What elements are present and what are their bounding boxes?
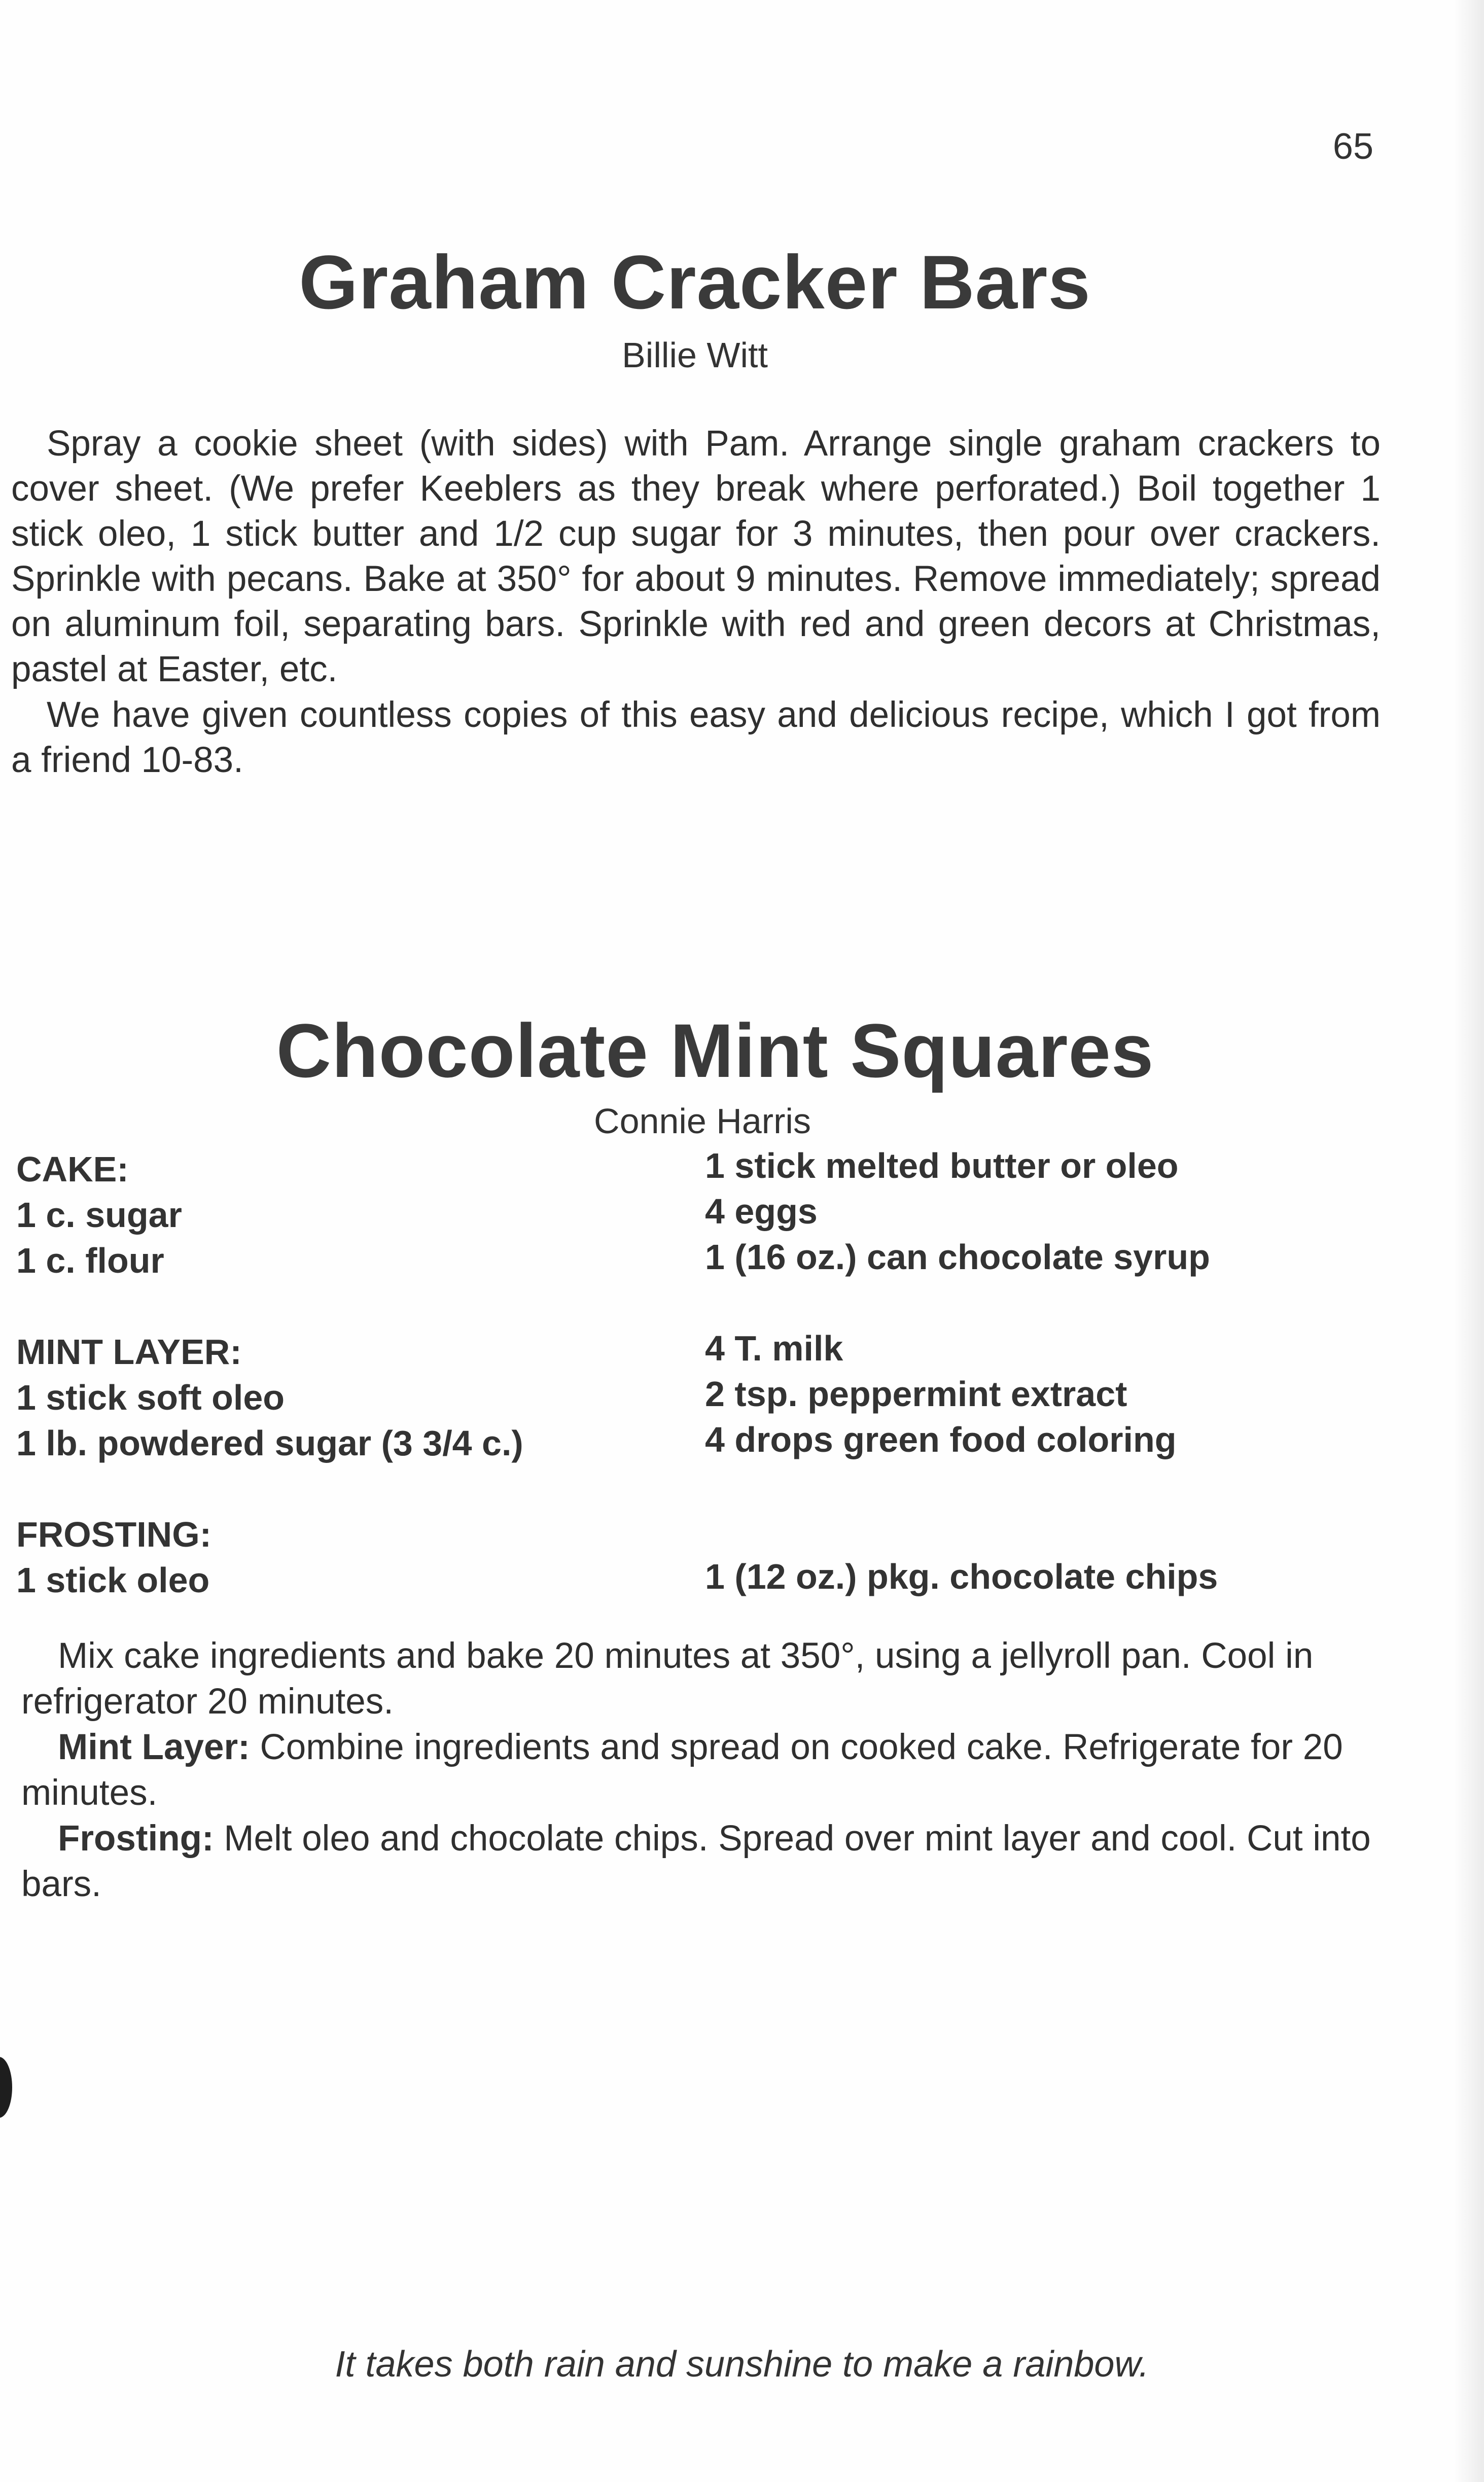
- step-label: Mint Layer:: [58, 1727, 250, 1767]
- ingredient-item: 1 c. flour: [16, 1241, 164, 1280]
- recipe-title-graham-cracker-bars: Graham Cracker Bars: [299, 239, 1091, 325]
- ingredient-item: 1 c. sugar: [16, 1195, 182, 1235]
- ingredient-heading-frosting: FROSTING:: [16, 1515, 211, 1554]
- ingredient-item: 1 stick soft oleo: [16, 1378, 285, 1417]
- ingredient-item: 2 tsp. peppermint extract: [705, 1374, 1127, 1414]
- page-number: 65: [1332, 126, 1373, 167]
- recipe2-step-frosting: [21, 1816, 1391, 1907]
- step-label: Frosting:: [58, 1819, 214, 1859]
- ingredient-item: 4 drops green food coloring: [705, 1420, 1177, 1459]
- footer-quote: It takes both rain and sunshine to make a rainbow.: [335, 2344, 1149, 2385]
- recipe-title-chocolate-mint-squares: Chocolate Mint Squares: [276, 1008, 1154, 1093]
- recipe2-step-cake: [21, 1633, 1391, 1725]
- ingredient-item: 1 (12 oz.) pkg. chocolate chips: [705, 1557, 1218, 1596]
- recipe2-step-mint-layer: [21, 1725, 1391, 1816]
- ingredient-item: 1 stick melted butter or oleo: [705, 1146, 1179, 1185]
- ingredient-item: 4 eggs: [705, 1192, 818, 1231]
- step-text: Mix cake ingredients and bake 20 minutes at 350°, using a jellyroll pan. Cool in refrigerator 20 minutes.: [21, 1636, 1314, 1722]
- recipe-author-billie-witt: Billie Witt: [622, 335, 768, 375]
- ingredient-item: 4 T. milk: [705, 1329, 843, 1368]
- ingredient-item: 1 (16 oz.) can chocolate syrup: [705, 1237, 1210, 1277]
- ingredient-item: 1 lb. powdered sugar (3 3/4 c.): [16, 1423, 523, 1463]
- page-edge-shadow: [1454, 0, 1484, 2482]
- recipe-author-connie-harris: Connie Harris: [594, 1101, 811, 1141]
- step-text: Melt oleo and chocolate chips. Spread over mint layer and cool. Cut into bars.: [21, 1819, 1371, 1904]
- recipe1-paragraph-2-text: We have given countless copies of this easy and delicious recipe, which I got from a friend 10-83.: [11, 695, 1381, 780]
- ingredient-item: 1 stick oleo: [16, 1560, 210, 1600]
- binding-hole: [0, 2057, 12, 2118]
- recipe1-paragraph-1-text: Spray a cookie sheet (with sides) with Pam. Arrange single graham crackers to cover sheet. (We prefer Keeblers as they break where perforated.) Boil together 1 stick oleo, 1 stick butter and 1/2 cup sugar for 3 minutes, then pour over crackers. Sprinkle with pecans. Bake at 350° for about 9 minutes. Remove immediately; spread on aluminum foil, separating bars. Sprinkle with red and green decors at Christmas, pastel at Easter, etc.: [11, 424, 1381, 689]
- ingredient-heading-mint-layer: MINT LAYER:: [16, 1332, 242, 1372]
- ingredient-heading-cake: CAKE:: [16, 1149, 129, 1189]
- step-text: Combine ingredients and spread on cooked cake. Refrigerate for 20 minutes.: [21, 1727, 1343, 1813]
- recipe1-paragraph-1: [11, 421, 1381, 692]
- recipe1-paragraph-2: [11, 692, 1381, 783]
